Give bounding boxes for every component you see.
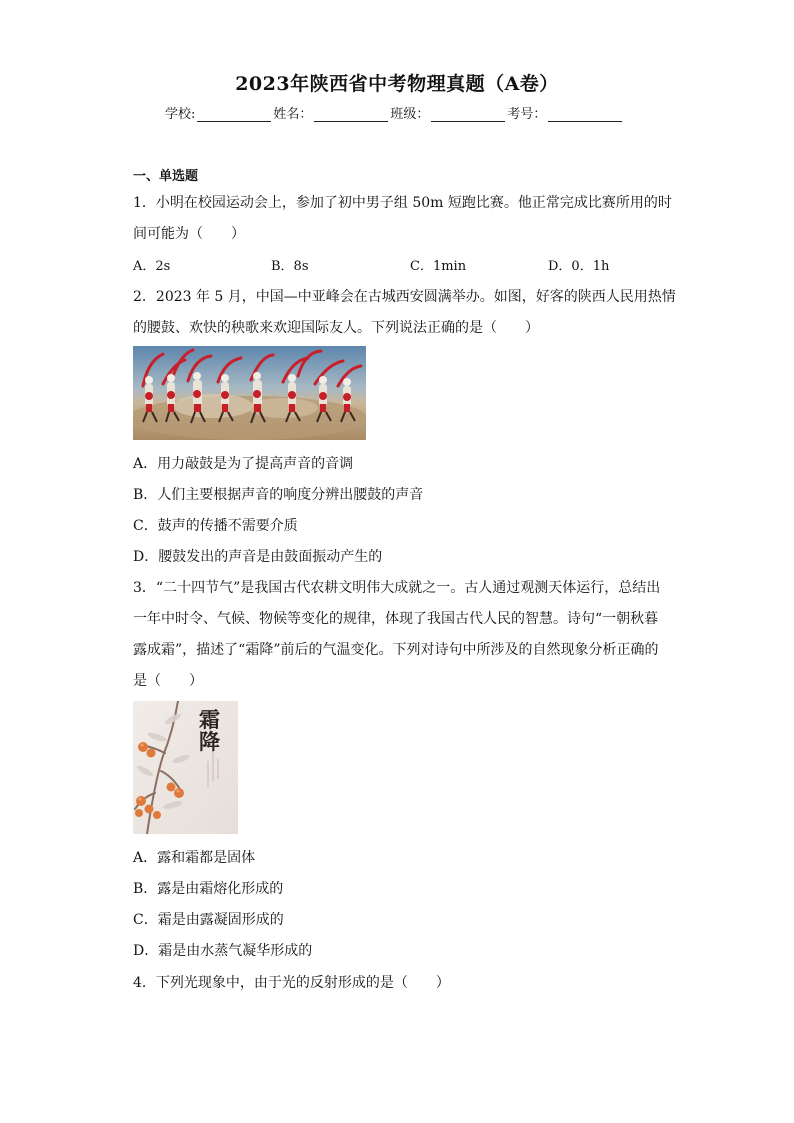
section-title: 一、单选题 xyxy=(133,169,199,184)
q4-stem-line1: 4．下列光现象中，由于光的反射形成的是（ ） xyxy=(133,975,450,991)
q1-option-a: A．2s xyxy=(133,259,171,274)
q1-option-c: C．1min xyxy=(410,259,467,274)
q1-option-d: D．0．1h xyxy=(548,259,610,274)
page-title: 2023年陕西省中考物理真题（A卷） xyxy=(235,73,559,95)
class-label: 班级： xyxy=(390,107,430,122)
frost-descent-poster xyxy=(133,701,238,834)
q3-option-a: A．露和霜都是固体 xyxy=(133,850,256,866)
q3-stem-line3: 露成霜”，描述了“霜降”前后的气温变化。下列对诗句中所涉及的自然现象分析正确的 xyxy=(133,642,659,658)
class-blank xyxy=(431,107,505,122)
q3-option-b: B．露是由霜熔化形成的 xyxy=(133,881,284,897)
q2-option-d: D．腰鼓发出的声音是由鼓面振动产生的 xyxy=(133,549,383,565)
q1-stem-line2: 间可能为（ ） xyxy=(133,226,245,242)
q3-option-c: C．霜是由露凝固形成的 xyxy=(133,912,284,928)
q2-option-b: B．人们主要根据声音的响度分辨出腰鼓的声音 xyxy=(133,487,424,503)
school-label: 学校: xyxy=(165,107,196,122)
q3-option-d: D．霜是由水蒸气凝华形成的 xyxy=(133,943,313,959)
name-blank xyxy=(314,107,388,122)
poster-calligraphy: 霜降 xyxy=(199,707,220,754)
number-blank xyxy=(548,107,622,122)
q2-option-c: C．鼓声的传播不需要介质 xyxy=(133,518,298,534)
q2-stem-line1: 2．2023 年 5 月，中国—中亚峰会在古城西安圆满举办。如图，好客的陕西人民用热情 xyxy=(133,289,676,305)
school-blank xyxy=(197,107,271,122)
q2-option-a: A．用力敲鼓是为了提高声音的音调 xyxy=(133,456,354,472)
q1-option-b: B．8s xyxy=(271,259,309,274)
q2-stem-line2: 的腰鼓、欢快的秧歌来欢迎国际友人。下列说法正确的是（ ） xyxy=(133,320,539,336)
q3-stem-line1: 3．“二十四节气”是我国古代农耕文明伟大成就之一。古人通过观测天体运行，总结出 xyxy=(133,580,661,596)
q1-stem-line1: 1．小明在校园运动会上，参加了初中男子组 50m 短跑比赛。他正常完成比赛所用的时 xyxy=(133,195,672,211)
q3-stem-line2: 一年中时令、气候、物候等变化的规律，体现了我国古代人民的智慧。诗句“一朝秋暮 xyxy=(133,611,659,627)
name-label: 姓名： xyxy=(273,107,313,122)
waist-drum-dance-photo xyxy=(133,346,366,440)
q3-stem-line4: 是（ ） xyxy=(133,673,203,689)
number-label: 考号： xyxy=(507,107,547,122)
student-info-row xyxy=(165,103,624,122)
